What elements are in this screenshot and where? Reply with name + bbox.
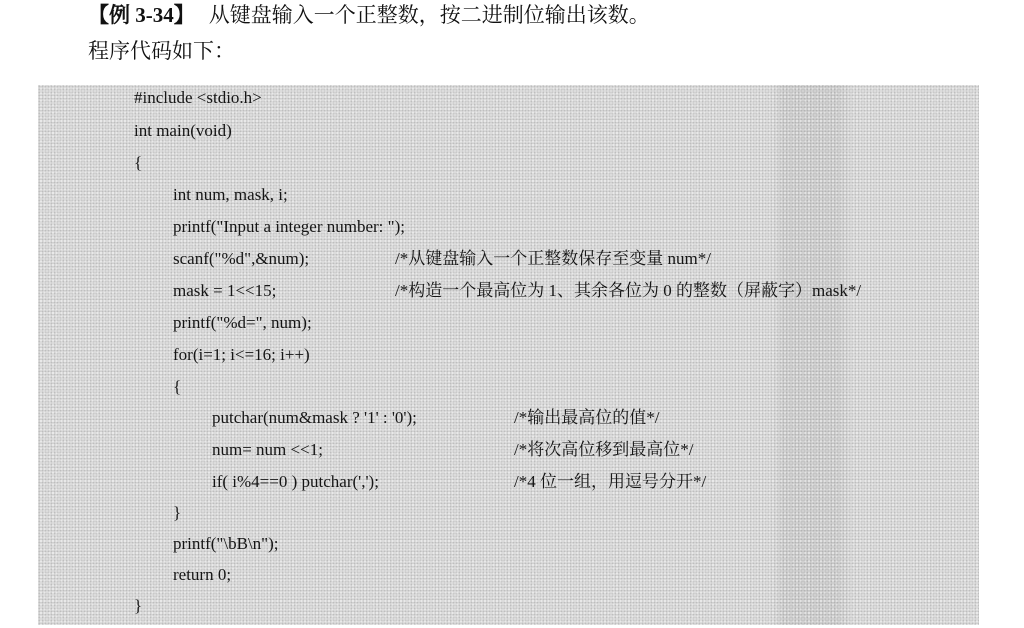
code-line: if( i%4==0 ) putchar(','); <box>212 472 379 491</box>
example-label: 【例 3-34】 <box>88 3 195 27</box>
code-line: for(i=1; i<=16; i++) <box>173 345 310 364</box>
code-comment: /*构造一个最高位为 1、其余各位为 0 的整数（屏蔽字）mask*/ <box>395 281 862 300</box>
code-comment: /*将次高位移到最高位*/ <box>514 440 694 459</box>
code-line: } <box>173 503 182 522</box>
code-line: } <box>134 596 143 615</box>
code-block <box>38 85 979 625</box>
example-heading <box>88 0 650 30</box>
code-line: int main(void) <box>134 121 232 140</box>
code-line: { <box>134 153 143 172</box>
code-line: #include <stdio.h> <box>134 88 262 107</box>
code-line: printf("%d=", num); <box>173 313 312 332</box>
code-comment: /*从键盘输入一个正整数保存至变量 num*/ <box>395 249 711 268</box>
code-line: { <box>173 377 182 396</box>
intro-text: 程序代码如下： <box>88 39 235 63</box>
code-line: printf("\bB\n"); <box>173 534 279 553</box>
code-line: scanf("%d",&num); <box>173 249 310 268</box>
code-line: return 0; <box>173 565 232 584</box>
code-line: num= num <<1; <box>212 440 323 459</box>
code-line: int num, mask, i; <box>173 185 288 204</box>
code-comment: /*4 位一组，用逗号分开*/ <box>514 472 707 491</box>
example-title: 从键盘输入一个正整数，按二进制位输出该数。 <box>208 3 650 27</box>
code-line: printf("Input a integer number: "); <box>173 217 405 236</box>
code-line: mask = 1<<15; <box>173 281 277 300</box>
code-line: putchar(num&mask ? '1' : '0'); <box>212 408 417 427</box>
code-comment: /*输出最高位的值*/ <box>514 408 660 427</box>
